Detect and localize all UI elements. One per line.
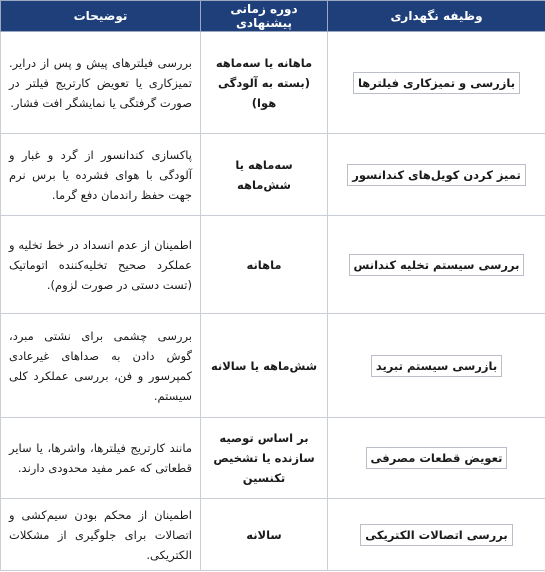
table-row — [1, 314, 545, 418]
table-row — [1, 216, 545, 314]
period-cell: ماهانه — [201, 216, 328, 314]
header-task: وظیفه نگهداری — [328, 1, 545, 32]
task-name: تمیز کردن کویل‌های کندانسور — [347, 164, 526, 186]
table-row — [1, 418, 545, 499]
period-cell: بر اساس توصیه سازنده یا تشخیص تکنسین — [201, 418, 328, 499]
task-name: بازرسی سیستم تبرید — [371, 355, 502, 377]
notes-cell: مانند کارتریج فیلترها، واشرها، یا سایر قطعاتی که عمر مفید محدودی دارند. — [1, 418, 201, 499]
header-notes: توضیحات — [1, 1, 201, 32]
task-cell — [328, 216, 545, 314]
period-cell: سالانه — [201, 499, 328, 571]
task-name: تعویض قطعات مصرفی — [366, 447, 508, 469]
task-name: بررسی اتصالات الکتریکی — [360, 524, 513, 546]
period-cell: شش‌ماهه یا سالانه — [201, 314, 328, 418]
period-cell: ماهانه یا سه‌ماهه (بسته به آلودگی هوا) — [201, 32, 328, 134]
table-body — [1, 32, 545, 571]
task-cell — [328, 499, 545, 571]
table-row — [1, 32, 545, 134]
task-cell — [328, 314, 545, 418]
header-period: دوره زمانی پیشنهادی — [201, 1, 328, 32]
notes-cell: اطمینان از محکم بودن سیم‌کشی و اتصالات برای جلوگیری از مشکلات الکتریکی. — [1, 499, 201, 571]
task-cell — [328, 134, 545, 216]
header-row — [1, 1, 545, 32]
task-name: بازرسی و تمیزکاری فیلترها — [353, 72, 520, 94]
notes-cell: بررسی چشمی برای نشتی مبرد، گوش دادن به صداهای غیرعادی کمپرسور و فن، بررسی عملکرد کلی سیستم. — [1, 314, 201, 418]
task-cell — [328, 418, 545, 499]
task-cell — [328, 32, 545, 134]
notes-cell: بررسی فیلترهای پیش و پس از درایر. تمیزکاری یا تعویض کارتریج فیلتر در صورت گرفتگی یا نمایشگر افت فشار. — [1, 32, 201, 134]
period-cell: سه‌ماهه یا شش‌ماهه — [201, 134, 328, 216]
table-row — [1, 499, 545, 571]
task-name: بررسی سیستم تخلیه کندانس — [349, 254, 525, 276]
table-row — [1, 134, 545, 216]
notes-cell: اطمینان از عدم انسداد در خط تخلیه و عملکرد صحیح تخلیه‌کننده اتوماتیک (تست دستی در صورت لزوم). — [1, 216, 201, 314]
notes-cell: پاکسازی کندانسور از گرد و غبار و آلودگی با هوای فشرده یا برس نرم جهت حفظ راندمان دفع گرما. — [1, 134, 201, 216]
table-header — [1, 1, 545, 32]
